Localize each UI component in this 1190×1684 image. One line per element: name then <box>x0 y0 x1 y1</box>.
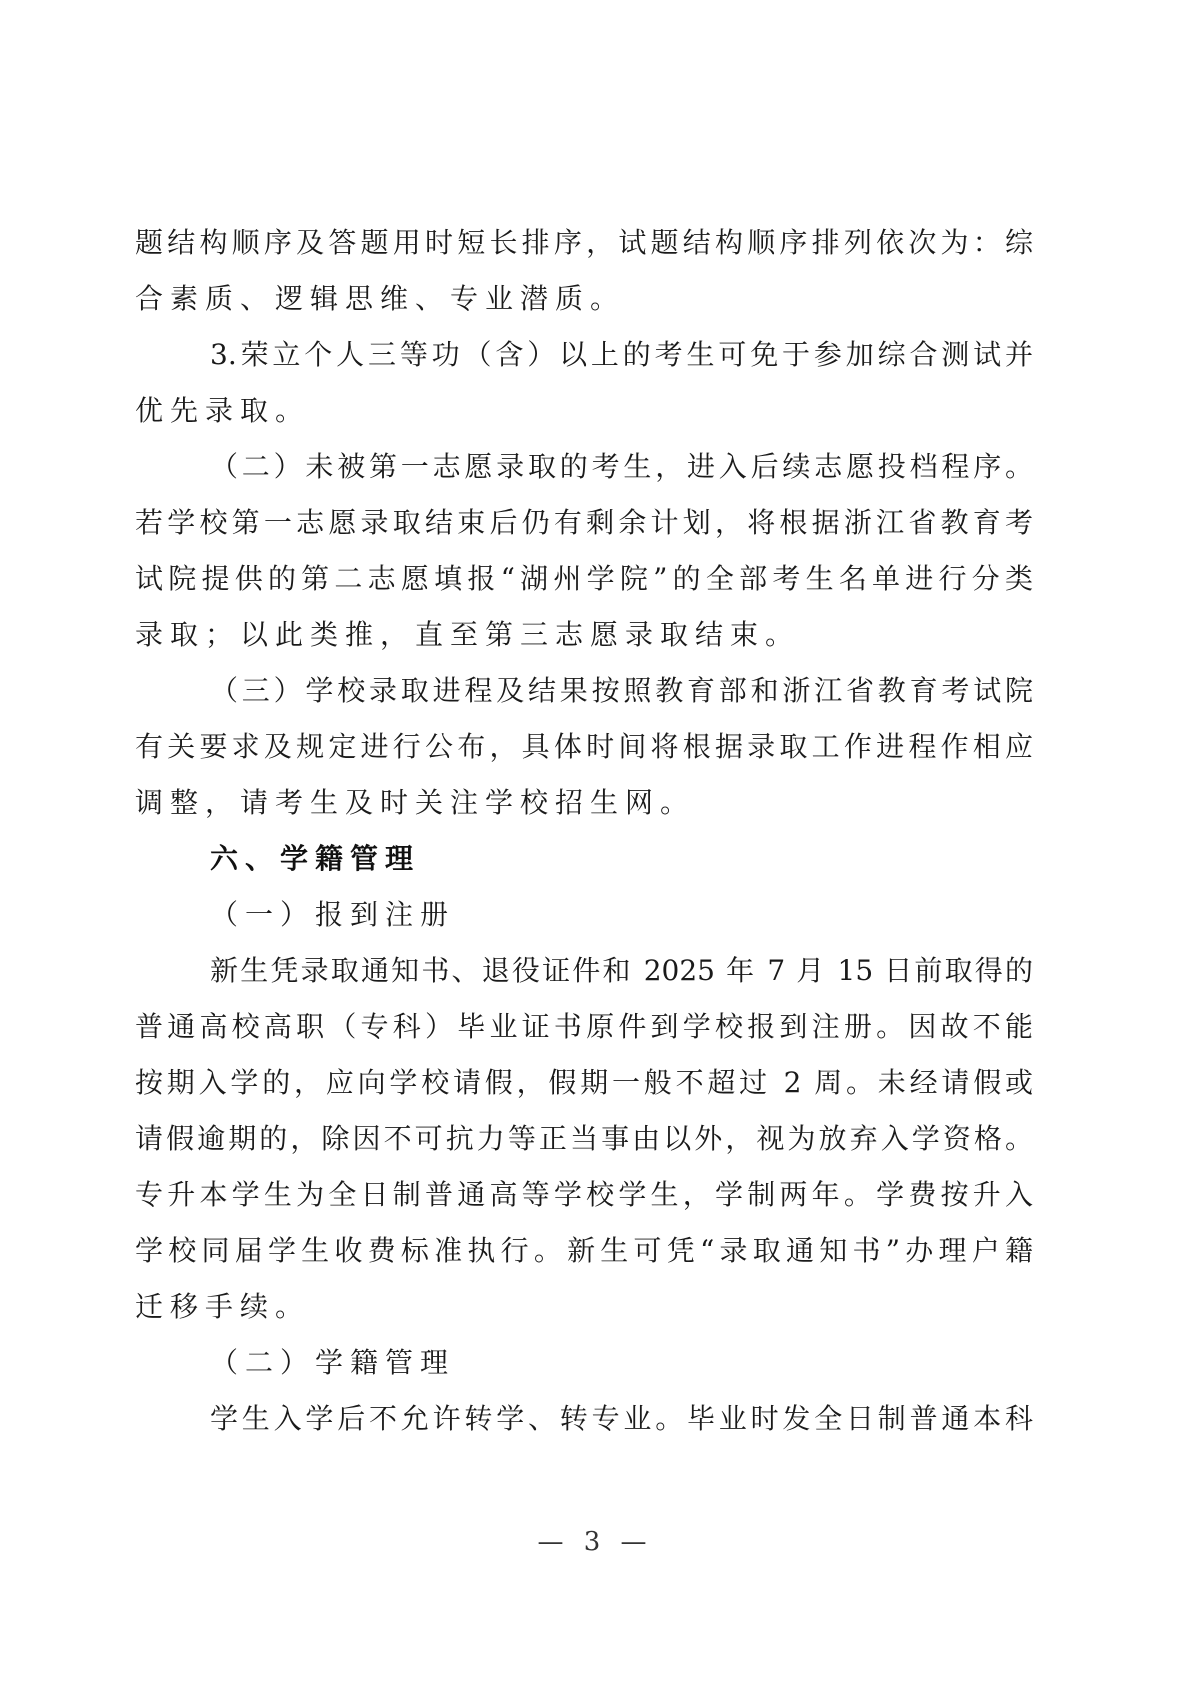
body-text-line: 请假逾期的，除因不可抗力等正当事由以外，视为放弃入学资格。 <box>135 1122 1033 1155</box>
list-item-3: 3.荣立个人三等功（含）以上的考生可免于参加综合测试并 <box>210 338 1033 371</box>
body-text-line: 试院提供的第二志愿填报“湖州学院”的全部考生名单进行分类 <box>135 562 1033 595</box>
body-text-line: 优先录取。 <box>135 394 311 427</box>
body-text-line: 题结构顺序及答题用时短长排序，试题结构顺序排列依次为：综 <box>135 226 1033 259</box>
page-number: — 3 — <box>537 1527 653 1557</box>
body-text-line: 有关要求及规定进行公布，具体时间将根据录取工作进程作相应 <box>135 730 1033 763</box>
body-text-line: 按期入学的，应向学校请假，假期一般不超过 2 周。未经请假或 <box>135 1066 1033 1099</box>
body-text-line: 录取；以此类推，直至第三志愿录取结束。 <box>135 618 801 651</box>
body-text-line: 若学校第一志愿录取结束后仍有剩余计划，将根据浙江省教育考 <box>135 506 1033 539</box>
paragraph-3: （三）学校录取进程及结果按照教育部和浙江省教育考试院 <box>210 674 1033 707</box>
subsection-heading: （一）报到注册 <box>210 898 456 931</box>
paragraph-2: （二）未被第一志愿录取的考生，进入后续志愿投档程序。 <box>210 450 1033 483</box>
body-text-line: 合素质、逻辑思维、专业潜质。 <box>135 282 626 315</box>
section-heading: 六、学籍管理 <box>210 842 421 875</box>
body-text-line: 调整，请考生及时关注学校招生网。 <box>135 786 696 819</box>
body-text-line: 学校同届学生收费标准执行。新生可凭“录取通知书”办理户籍 <box>135 1234 1033 1267</box>
body-text-line: 新生凭录取通知书、退役证件和 2025 年 7 月 15 日前取得的 <box>210 954 1033 987</box>
body-text-line: 普通高校高职（专科）毕业证书原件到学校报到注册。因故不能 <box>135 1010 1033 1043</box>
body-text-line: 迁移手续。 <box>135 1290 311 1323</box>
subsection-heading: （二）学籍管理 <box>210 1346 456 1379</box>
body-text-line: 专升本学生为全日制普通高等学校学生，学制两年。学费按升入 <box>135 1178 1033 1211</box>
body-text-line: 学生入学后不允许转学、转专业。毕业时发全日制普通本科 <box>210 1402 1033 1435</box>
